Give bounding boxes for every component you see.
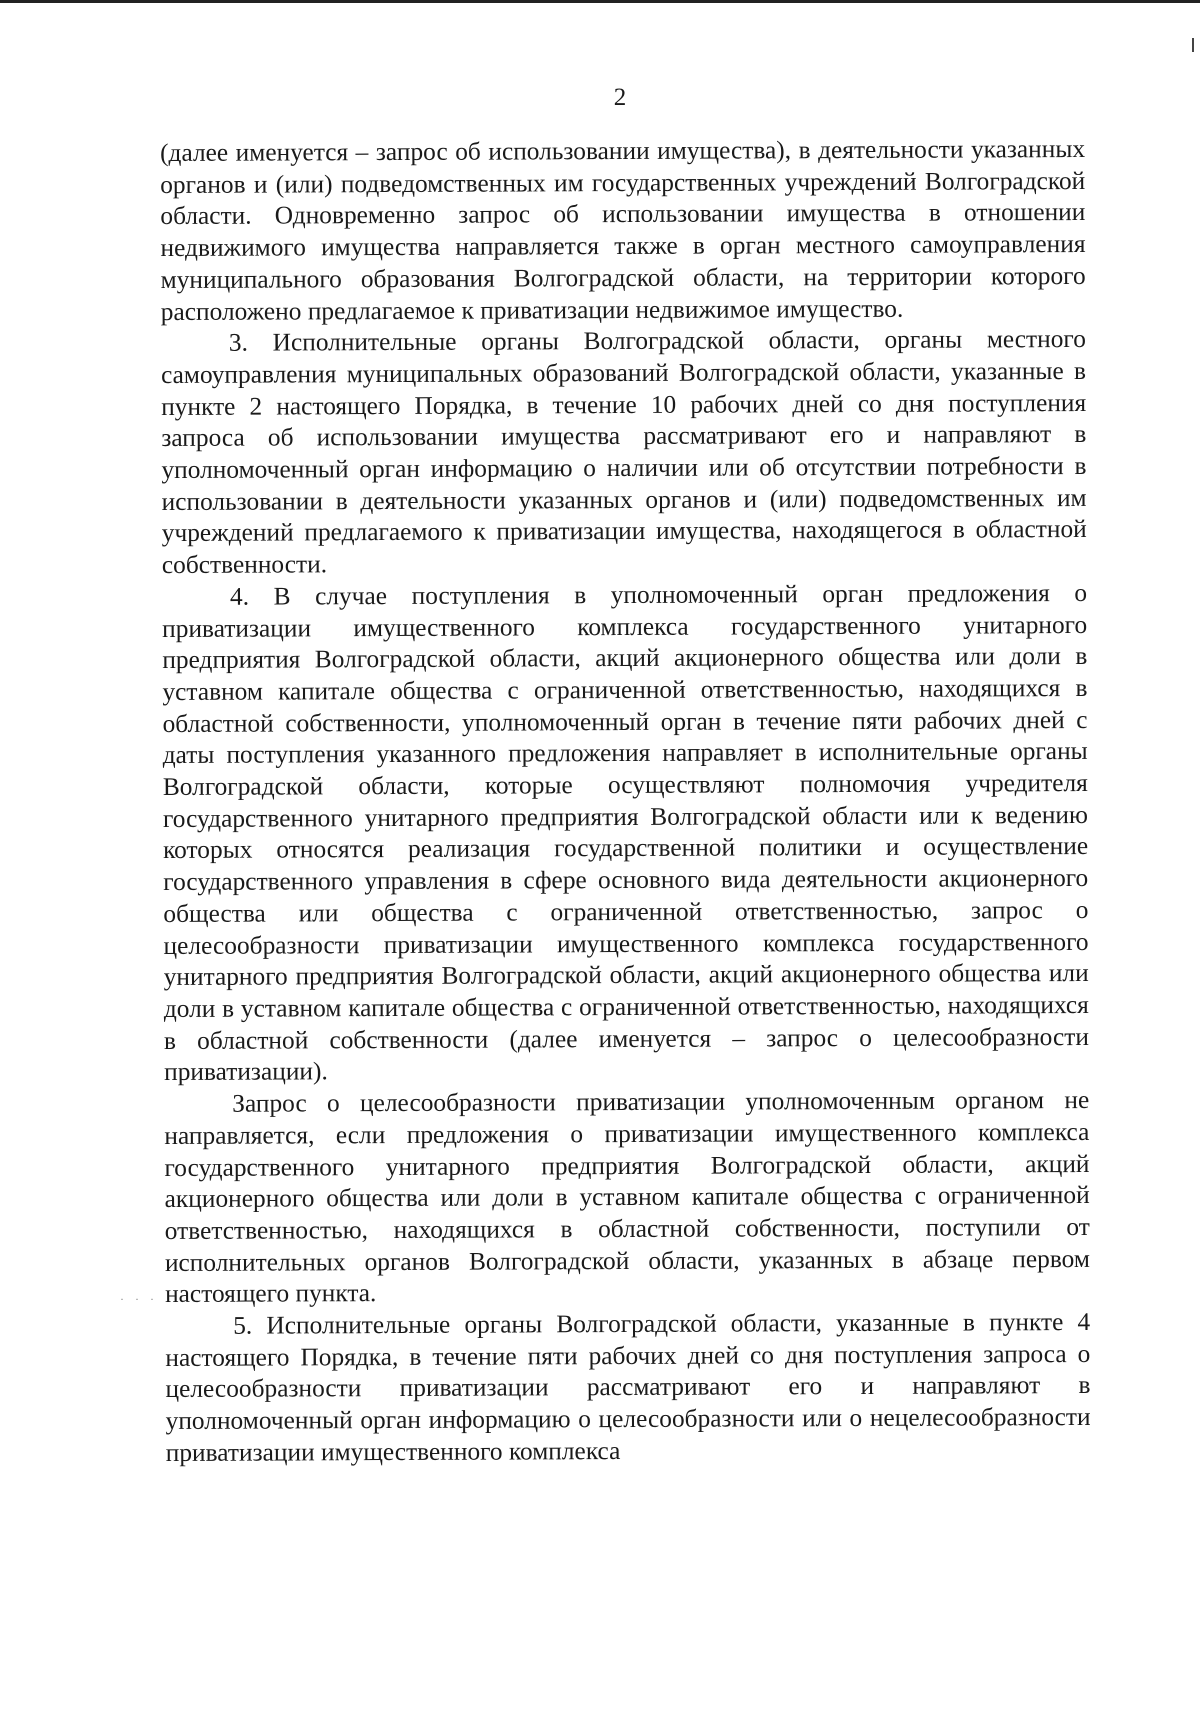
paragraph-item-4: 4. В случае поступления в уполномоченный орган предложения о приватизации имущественного комплекса государственного унитарного предприятия Волгоградской области, акций акционерного общества или доли в уставном капитале общества с ограниченной ответственностью, находящихся в областной собственности, уполномоченный орган в течение пяти рабочих дней с даты поступления указанного предложения направляет в исполнительные органы Волгоградской области, которые осуществляют полномочия учредителя государственного унитарного предприятия Волгоградской области или к ведению которых относятся реализация государственной политики и осуществление государственного управления в сфере основного вида деятельности акционерного общества или общества с ограниченной ответственностью, запрос о целесообразности приватизации имущественного комплекса государственного унитарного предприятия Волгоградской области, акций акционерного общества или доли в уставном капитале общества с ограниченной ответственностью, находящихся в областной собственности (далее именуется – запрос о целесообразности приватизации). <box>162 578 1089 1087</box>
scan-edge-mark <box>1192 38 1194 52</box>
paragraph-item-4-second: Запрос о целесообразности приватизации уполномоченным органом не направляется, если предложения о приватизации имущественного комплекса государственного унитарного предприятия Волгоградской области, акций акционерного общества или доли в уставном капитале общества с ограниченной ответственностью, находящихся в областной собственности, поступили от исполнительных органов Волгоградской области, указанных в абзаце первом настоящего пункта. <box>164 1086 1090 1309</box>
paragraph-continuation: (далее именуется – запрос об использовании имущества), в деятельности указанных органов и (или) подведомственных им государственных учреждений Волгоградской области. Одновременно запрос об использовании имущества в отношении недвижимого имущества направляется также в орган местного самоуправления муниципального образования Волгоградской области, на территории которого расположено предлагаемое к приватизации недвижимое имущество. <box>160 134 1086 326</box>
top-border-line <box>0 0 1200 3</box>
paragraph-item-5: 5. Исполнительные органы Волгоградской области, указанные в пункте 4 настоящего Порядка, в течение пяти рабочих дней со дня поступления запроса о целесообразности приватизации рассматривают его и направляют в уполномоченный орган информацию о целесообразности или о нецелесообразности приватизации имущественного комплекса <box>165 1307 1091 1467</box>
scan-artifact-dots: · · · <box>120 1292 158 1306</box>
document-body <box>160 134 1091 1470</box>
paragraph-item-3: 3. Исполнительные органы Волгоградской области, органы местного самоуправления муниципальных образований Волгоградской области, указанные в пункте 2 настоящего Порядка, в течение 10 рабочих дней со дня поступления запроса об использовании имущества рассматривают его и направляют в уполномоченный орган информацию о наличии или об отсутствии потребности в использовании в деятельности указанных органов и (или) подведомственных им учреждений предлагаемого к приватизации имущества, находящегося в областной собственности. <box>160 325 1087 580</box>
page-number: 2 <box>613 84 627 111</box>
